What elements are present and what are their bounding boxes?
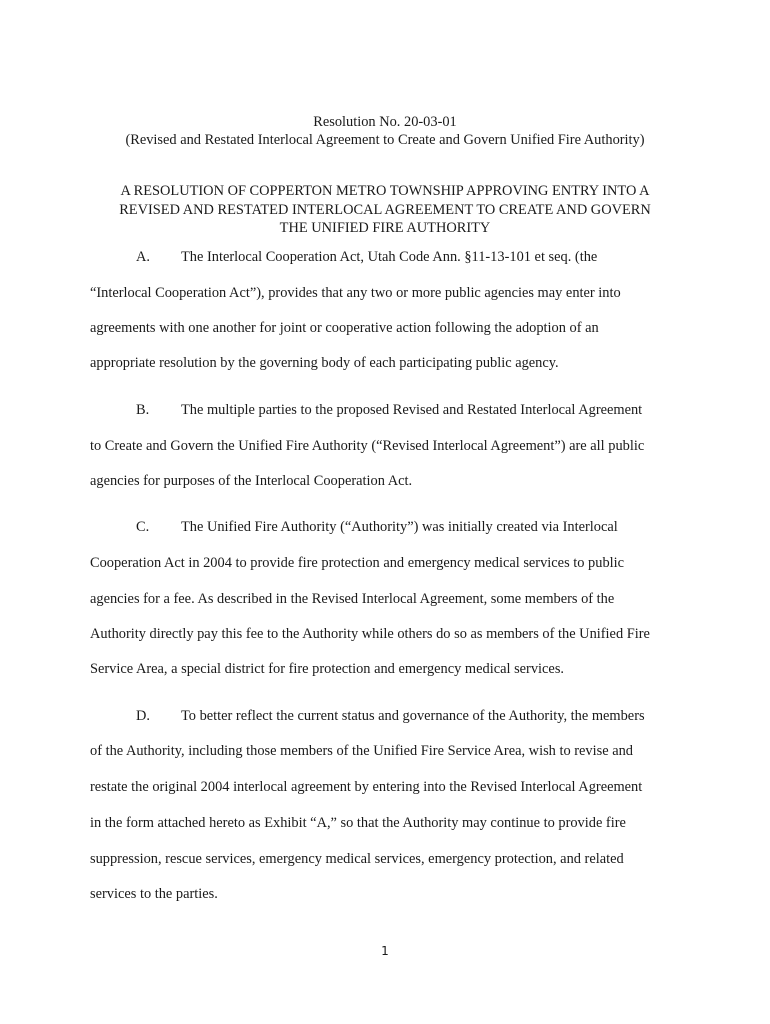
paragraph-b-line: to Create and Govern the Unified Fire Authority (“Revised Interlocal Agreement”) are all public: [90, 438, 645, 454]
paragraph-b-line: agencies for purposes of the Interlocal Cooperation Act.: [90, 473, 413, 489]
paragraph-a-marker: A.: [136, 249, 150, 265]
paragraph-d-line: in the form attached hereto as Exhibit “A,” so that the Authority may continue to provide fire: [90, 815, 626, 831]
page-number: 1: [381, 944, 389, 958]
paragraph-c-line: agencies for a fee. As described in the Revised Interlocal Agreement, some members of the: [90, 591, 615, 607]
paragraph-d-line: suppression, rescue services, emergency medical services, emergency protection, and related: [90, 851, 624, 867]
paragraph-d-line: restate the original 2004 interlocal agreement by entering into the Revised Interlocal Agreement: [90, 779, 643, 795]
title-line-3: THE UNIFIED FIRE AUTHORITY: [279, 220, 491, 236]
paragraph-c-line: Authority directly pay this fee to the Authority while others do so as members of the Unified Fire: [90, 626, 650, 642]
paragraph-c-first-line: The Unified Fire Authority (“Authority”) was initially created via Interlocal: [181, 519, 618, 535]
paragraph-b-first-line: The multiple parties to the proposed Revised and Restated Interlocal Agreement: [181, 402, 643, 418]
paragraph-d-line: of the Authority, including those members of the Unified Fire Service Area, wish to revise and: [90, 743, 633, 759]
paragraph-a-line: appropriate resolution by the governing body of each participating public agency.: [90, 355, 559, 371]
paragraph-c-marker: C.: [136, 519, 150, 535]
title-line-1: A RESOLUTION OF COPPERTON METRO TOWNSHIP APPROVING ENTRY INTO A: [120, 183, 650, 199]
paragraph-c-line: Cooperation Act in 2004 to provide fire protection and emergency medical services to public: [90, 555, 625, 571]
title-line-2: REVISED AND RESTATED INTERLOCAL AGREEMENT TO CREATE AND GOVERN: [119, 202, 651, 218]
paragraph-a-line: agreements with one another for joint or cooperative action following the adoption of an: [90, 320, 599, 336]
paragraph-d-marker: D.: [136, 708, 150, 724]
resolution-number: Resolution No. 20-03-01: [313, 114, 457, 130]
paragraph-d-line: services to the parties.: [90, 886, 218, 902]
paragraph-c-line: Service Area, a special district for fire protection and emergency medical services.: [90, 661, 565, 677]
paragraph-b-marker: B.: [136, 402, 150, 418]
resolution-subtitle: (Revised and Restated Interlocal Agreement to Create and Govern Unified Fire Authority): [125, 132, 645, 148]
paragraph-a-line: “Interlocal Cooperation Act”), provides that any two or more public agencies may enter into: [90, 285, 621, 301]
paragraph-d-first-line: To better reflect the current status and governance of the Authority, the members: [181, 708, 645, 724]
paragraph-a-first-line: The Interlocal Cooperation Act, Utah Code Ann. §11-13-101 et seq. (the: [181, 249, 598, 265]
